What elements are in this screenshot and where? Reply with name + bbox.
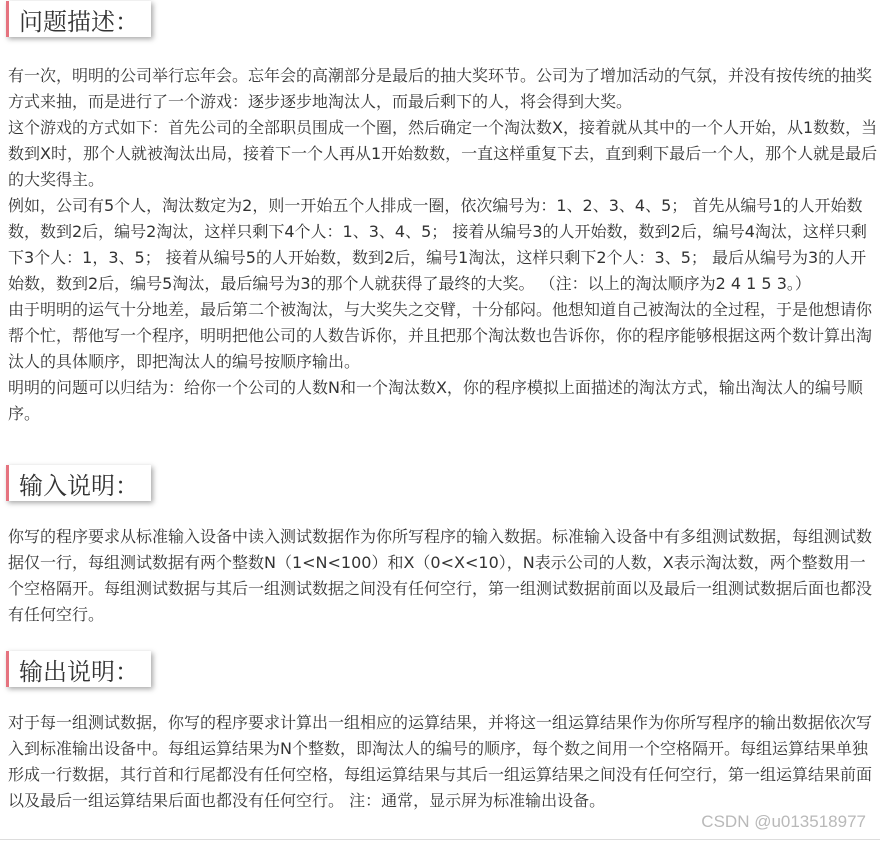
problem-paragraph-5: 明明的问题可以归结为：给你一个公司的人数N和一个淘汰数X，你的程序模拟上面描述的淘汰方式，输出淘汰人的编号顺序。 (8, 378, 863, 423)
problem-description-heading (6, 1, 151, 37)
output-description-body (8, 710, 880, 814)
problem-paragraph-4: 由于明明的运气十分地差，最后第二个被淘汰，与大奖失之交臂，十分郁闷。他想知道自己被淘汰的全过程，于是他想请你帮个忙，帮他写一个程序，明明把他公司的人数告诉你，并且把那个淘汰数也告诉你，你的程序能够根据这两个数计算出淘汰人的具体顺序，即把淘汰人的编号按顺序输出。 (8, 300, 873, 371)
input-description-title: 输入说明： (19, 471, 139, 500)
input-paragraph-1: 你写的程序要求从标准输入设备中读入测试数据作为你所写程序的输入数据。标准输入设备中有多组测试数据，每组测试数据仅一行，每组测试数据有两个整数N（1<N<100）和X（0<X<10），N表示公司的人数，X表示淘汰数，两个整数用一个空格隔开。每组测试数据与其后一组测试数据之间没有任何空行，第一组测试数据前面以及最后一组测试数据后面也都没有任何空行。 (8, 527, 873, 624)
output-description-title: 输出说明： (19, 657, 139, 686)
bottom-divider (0, 839, 880, 840)
input-description-body (8, 524, 880, 628)
output-paragraph-1: 对于每一组测试数据，你写的程序要求计算出一组相应的运算结果，并将这一组运算结果作为你所写程序的输出数据依次写入到标准输出设备中。每组运算结果为N个整数，即淘汰人的编号的顺序，每个数之间用一个空格隔开。每组运算结果单独形成一行数据，其行首和行尾都没有任何空格，每组运算结果与其后一组运算结果之间没有任何空行，第一组运算结果前面以及最后一组运算结果后面也都没有任何空行。 注：通常，显示屏为标准输出设备。 (8, 713, 873, 810)
problem-description-body (8, 63, 880, 427)
problem-paragraph-2: 这个游戏的方式如下：首先公司的全部职员围成一个圈，然后确定一个淘汰数X，接着就从其中的一个人开始，从1数数，当数到X时，那个人就被淘汰出局，接着下一个人再从1开始数数，一直这样重复下去，直到剩下最后一个人，那个人就是最后的大奖得主。 (8, 118, 878, 189)
problem-description-title: 问题描述： (19, 7, 139, 36)
output-description-heading (6, 651, 151, 687)
problem-paragraph-1: 有一次，明明的公司举行忘年会。忘年会的高潮部分是最后的抽大奖环节。公司为了增加活动的气氛，并没有按传统的抽奖方式来抽，而是进行了一个游戏：逐步逐步地淘汰人，而最后剩下的人，将会得到大奖。 (8, 66, 873, 111)
csdn-watermark: CSDN @u013518977 (701, 812, 866, 831)
problem-paragraph-3: 例如，公司有5个人，淘汰数定为2，则一开始五个人排成一圈，依次编号为：1、2、3、4、5； 首先从编号1的人开始数数，数到2后，编号2淘汰，这样只剩下4个人：1、3、4、5； 接着从编号3的人开始数，数到2后，编号4淘汰，这样只剩下3个人：1，3、5； 接着从编号5的人开始数，数到2后，编号1淘汰，这样只剩下2个人：3、5； 最后从编号为3的人开始数，数到2后，编号5淘汰，最后编号为3的那个人就获得了最终的大奖。 （注：以上的淘汰顺序为2 4 1 5 3。） (8, 196, 867, 293)
input-description-heading (6, 465, 151, 501)
